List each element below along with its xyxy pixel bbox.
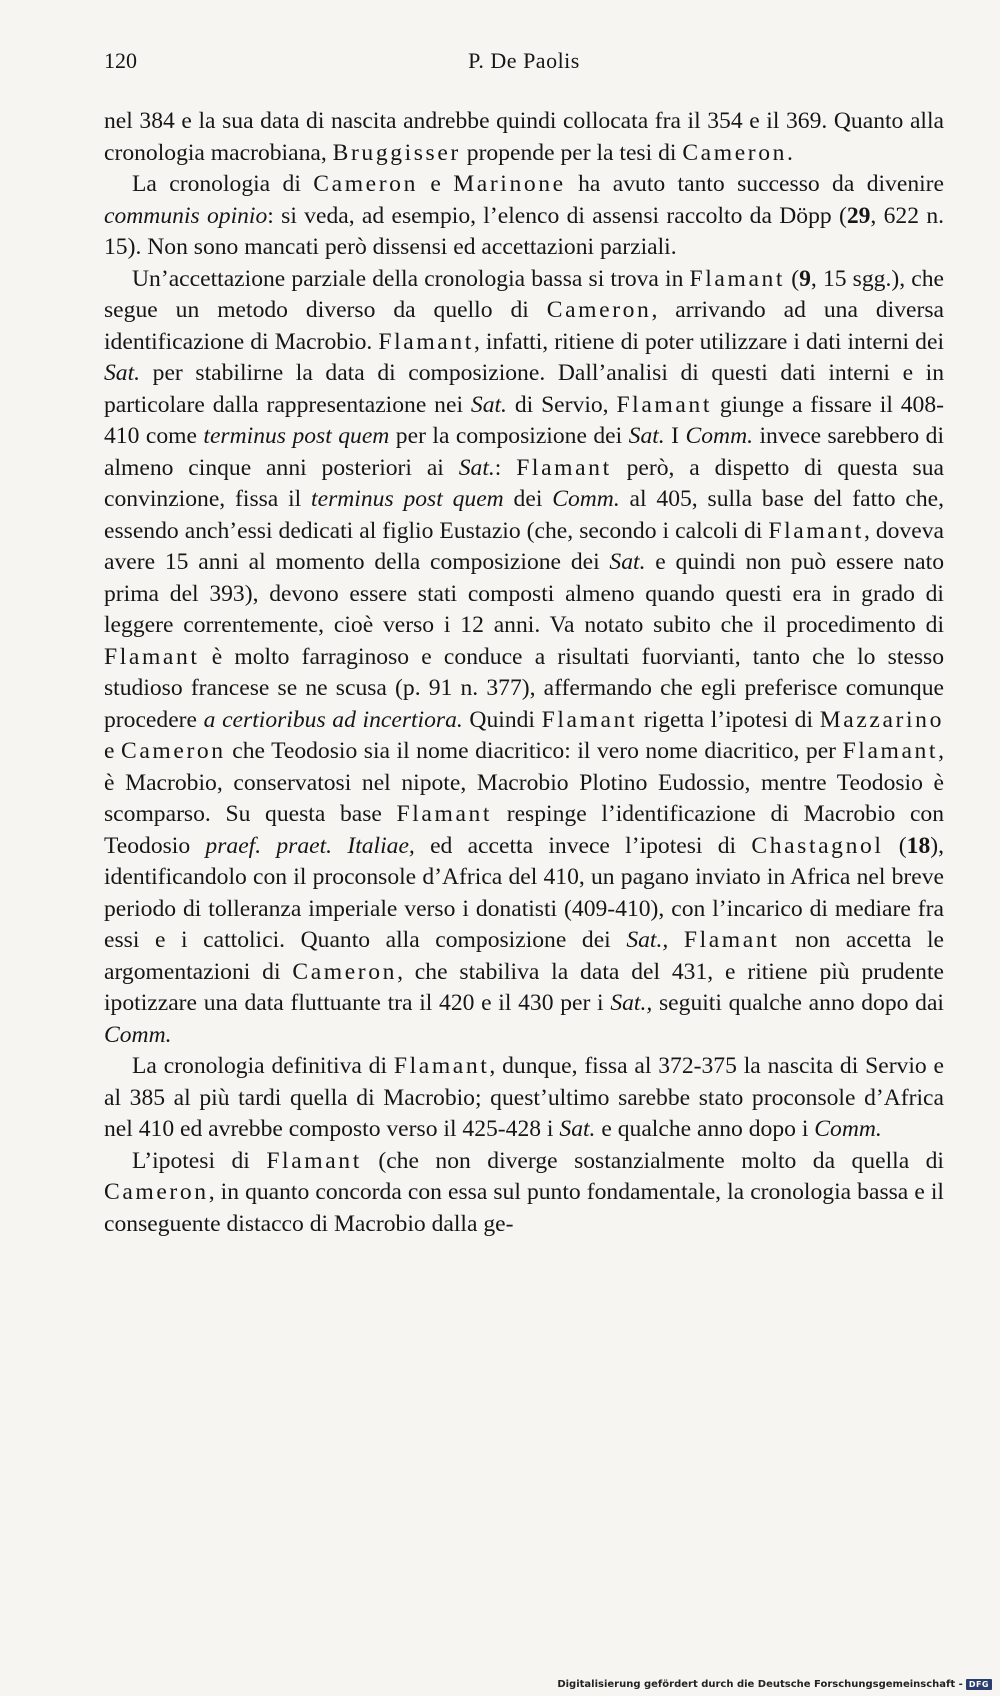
page-number: 120 xyxy=(104,48,137,73)
author-name: Cameron xyxy=(121,738,226,764)
work-title: Comm. xyxy=(104,1021,172,1048)
text-run: e xyxy=(104,738,122,764)
author-name: Flamant xyxy=(616,391,712,418)
author-name: Cameron xyxy=(104,1179,209,1205)
text-run: e xyxy=(417,171,454,197)
text-run: . xyxy=(787,139,793,166)
paragraph-1 xyxy=(104,106,944,169)
text-run: respinge l’identificazione di Macrobio con Teodosio xyxy=(104,801,945,859)
text-run: ed accetta invece l’ipotesi di xyxy=(414,832,752,859)
text-run: (che non diverge sostanzialmente molto da quella di xyxy=(361,1147,944,1174)
latin-phrase: terminus post quem xyxy=(311,486,504,512)
author-name: Bruggisser xyxy=(332,139,461,166)
text-run: L’ipotesi di xyxy=(132,1147,267,1174)
author-name: Flamant xyxy=(541,706,638,733)
text-run: per la composizione dei xyxy=(389,423,629,449)
work-title: Sat. xyxy=(458,454,495,481)
text-run: nel 384 e la sua data di nascita andrebbe quindi collocata fra il 354 e il 369. Quanto alla cronologia macrobiana, xyxy=(104,108,944,166)
work-title: Sat. xyxy=(628,423,665,449)
text-run: , che stabiliva la data del 431, e ritiene più prudente ipotizzare una data fluttuante tra il 420 e il 430 per i xyxy=(104,958,944,1016)
text-run: non accetta le argomentazioni di xyxy=(104,927,944,985)
text-run: di Servio, xyxy=(506,391,617,418)
work-title: Comm. xyxy=(814,1116,882,1142)
text-run: La cronologia di xyxy=(132,171,314,197)
text-run: , in quanto concorda con essa sul punto fondamentale, la cronologia bassa e il conseguente distacco di Macrobio dalla ge- xyxy=(104,1179,944,1237)
text-run: che Teodosio sia il nome diacritico: il vero nome diacritico, per xyxy=(225,738,843,764)
dfg-logo: DFG xyxy=(966,1679,992,1690)
body-text xyxy=(104,106,944,1240)
reference-number: 29 xyxy=(846,202,871,229)
text-run: giunge a fissare il 408-410 come xyxy=(104,391,945,449)
author-name: Mazzarino xyxy=(819,706,944,733)
text-run: propende per la tesi di xyxy=(460,139,683,166)
text-run: , doveva avere 15 anni al momento della composizione dei xyxy=(104,517,944,575)
author-name: Flamant xyxy=(842,738,939,764)
text-run: e qualche anno dopo i xyxy=(595,1116,815,1142)
author-name: Cameron xyxy=(292,958,398,985)
text-run: ( xyxy=(785,265,800,292)
text-run xyxy=(668,927,684,953)
work-title: Sat. xyxy=(104,360,141,386)
author-name: Flamant xyxy=(393,1053,490,1079)
paragraph-2 xyxy=(104,169,944,264)
text-run: : xyxy=(494,454,517,481)
text-run: seguiti qualche anno dopo dai xyxy=(652,990,944,1016)
text-run: : si veda, ad esempio, l’elenco di assensi raccolto da Döpp ( xyxy=(267,202,847,229)
author-name: Flamant xyxy=(683,927,780,953)
author-name: Cameron xyxy=(682,139,788,166)
work-title: Sat., xyxy=(610,990,653,1016)
paragraph-3 xyxy=(104,264,944,1052)
digitization-credit xyxy=(557,1679,992,1690)
text-run: però, a dispetto di questa sua convinzione, fissa il xyxy=(104,454,944,512)
latin-phrase: a certioribus ad incertiora. xyxy=(203,706,463,733)
reference-number: 18 xyxy=(906,832,931,859)
work-title: Sat. xyxy=(470,391,507,418)
text-run: e quindi non può essere nato prima del 393), devono essere stati composti almeno quando questi era in grado di leggere correntemente, cioè verso i 12 anni. Va notato subito che il procedimento di xyxy=(104,549,944,638)
text-run: Un’accettazione parziale della cronologia bassa si trova in xyxy=(132,265,690,292)
work-title: Comm. xyxy=(685,423,754,449)
text-run: I xyxy=(664,423,686,449)
reference-number: 9 xyxy=(799,265,811,292)
text-run: , dunque, fissa al 372-375 la nascita di Servio e al 385 al più tardi quella di Macrobio; quest’ultimo sarebbe stato proconsole d’Africa nel 410 ed avrebbe composto verso il 425-428 i xyxy=(104,1053,944,1142)
author-name: Marinone xyxy=(453,171,566,197)
text-run: , infatti, ritiene di poter utilizzare i dati interni dei xyxy=(473,328,944,355)
author-name: Cameron xyxy=(546,297,652,323)
text-run: invece sarebbero di almeno cinque anni posteriori ai xyxy=(104,423,945,481)
text-run: , 622 n. 15). Non sono mancati però dissensi ed accettazioni parziali. xyxy=(104,202,945,260)
author-name: Flamant xyxy=(768,517,864,544)
text-run: , arrivando ad una diversa identificazione di Macrobio. xyxy=(104,297,944,355)
work-title: Sat. xyxy=(609,549,646,575)
text-run: ), identificandolo con il proconsole d’Africa del 410, un pagano inviato in Africa nel breve periodo di tolleranza imperiale verso i donatisti (409-410), con l’incarico di mediare fra essi e i cattolici. Quanto alla composizione dei xyxy=(104,832,945,953)
work-title: Sat., xyxy=(626,927,669,953)
text-run: rigetta l’ipotesi di xyxy=(637,706,820,733)
text-run: , 15 sgg.), che segue un metodo diverso da quello di xyxy=(104,265,945,323)
author-name: Flamant xyxy=(516,454,612,481)
text-run: è molto farraginoso e conduce a risultati fuorvianti, tanto che lo stesso studioso francese se ne scusa (p. 91 n. 377), affermando che egli preferisce comunque procedere xyxy=(104,643,944,733)
text-run: La cronologia definitiva di xyxy=(132,1053,394,1079)
latin-phrase: communis opinio xyxy=(104,202,268,229)
text-run: ( xyxy=(883,832,907,859)
latin-phrase: terminus post quem xyxy=(203,423,390,449)
text-run: , è Macrobio, conservatosi nel nipote, Macrobio Plotino Eudossio, mentre Teodosio è scomparso. Su questa base xyxy=(104,738,944,827)
latin-phrase: praef. praet. Italiae, xyxy=(205,832,415,859)
work-title: Comm. xyxy=(552,486,620,512)
running-head: P. De Paolis xyxy=(468,48,580,73)
work-title: Sat. xyxy=(559,1116,596,1142)
credit-text: Digitalisierung gefördert durch die Deutsche Forschungsgemeinschaft - xyxy=(557,1679,963,1690)
author-name: Flamant xyxy=(378,328,474,355)
text-run: ha avuto tanto successo da divenire xyxy=(565,171,944,197)
author-name: Cameron xyxy=(313,171,418,197)
author-name: Flamant xyxy=(689,265,786,292)
text-run: per stabilirne la data di composizione. Dall’analisi di questi dati interni e in particolare dalla rappresentazione nei xyxy=(104,360,944,418)
text-run: dei xyxy=(503,486,553,512)
author-name: Flamant xyxy=(104,643,200,670)
page-header xyxy=(104,48,944,82)
author-name: Flamant xyxy=(266,1147,362,1174)
paragraph-5 xyxy=(104,1146,944,1241)
text-run: al 405, sulla base del fatto che, essendo anch’essi dedicati al figlio Eustazio (che, secondo i calcoli di xyxy=(104,486,944,544)
text-run: Quindi xyxy=(462,706,542,733)
paragraph-4 xyxy=(104,1051,944,1146)
author-name: Chastagnol xyxy=(751,832,884,859)
author-name: Flamant xyxy=(396,801,493,827)
